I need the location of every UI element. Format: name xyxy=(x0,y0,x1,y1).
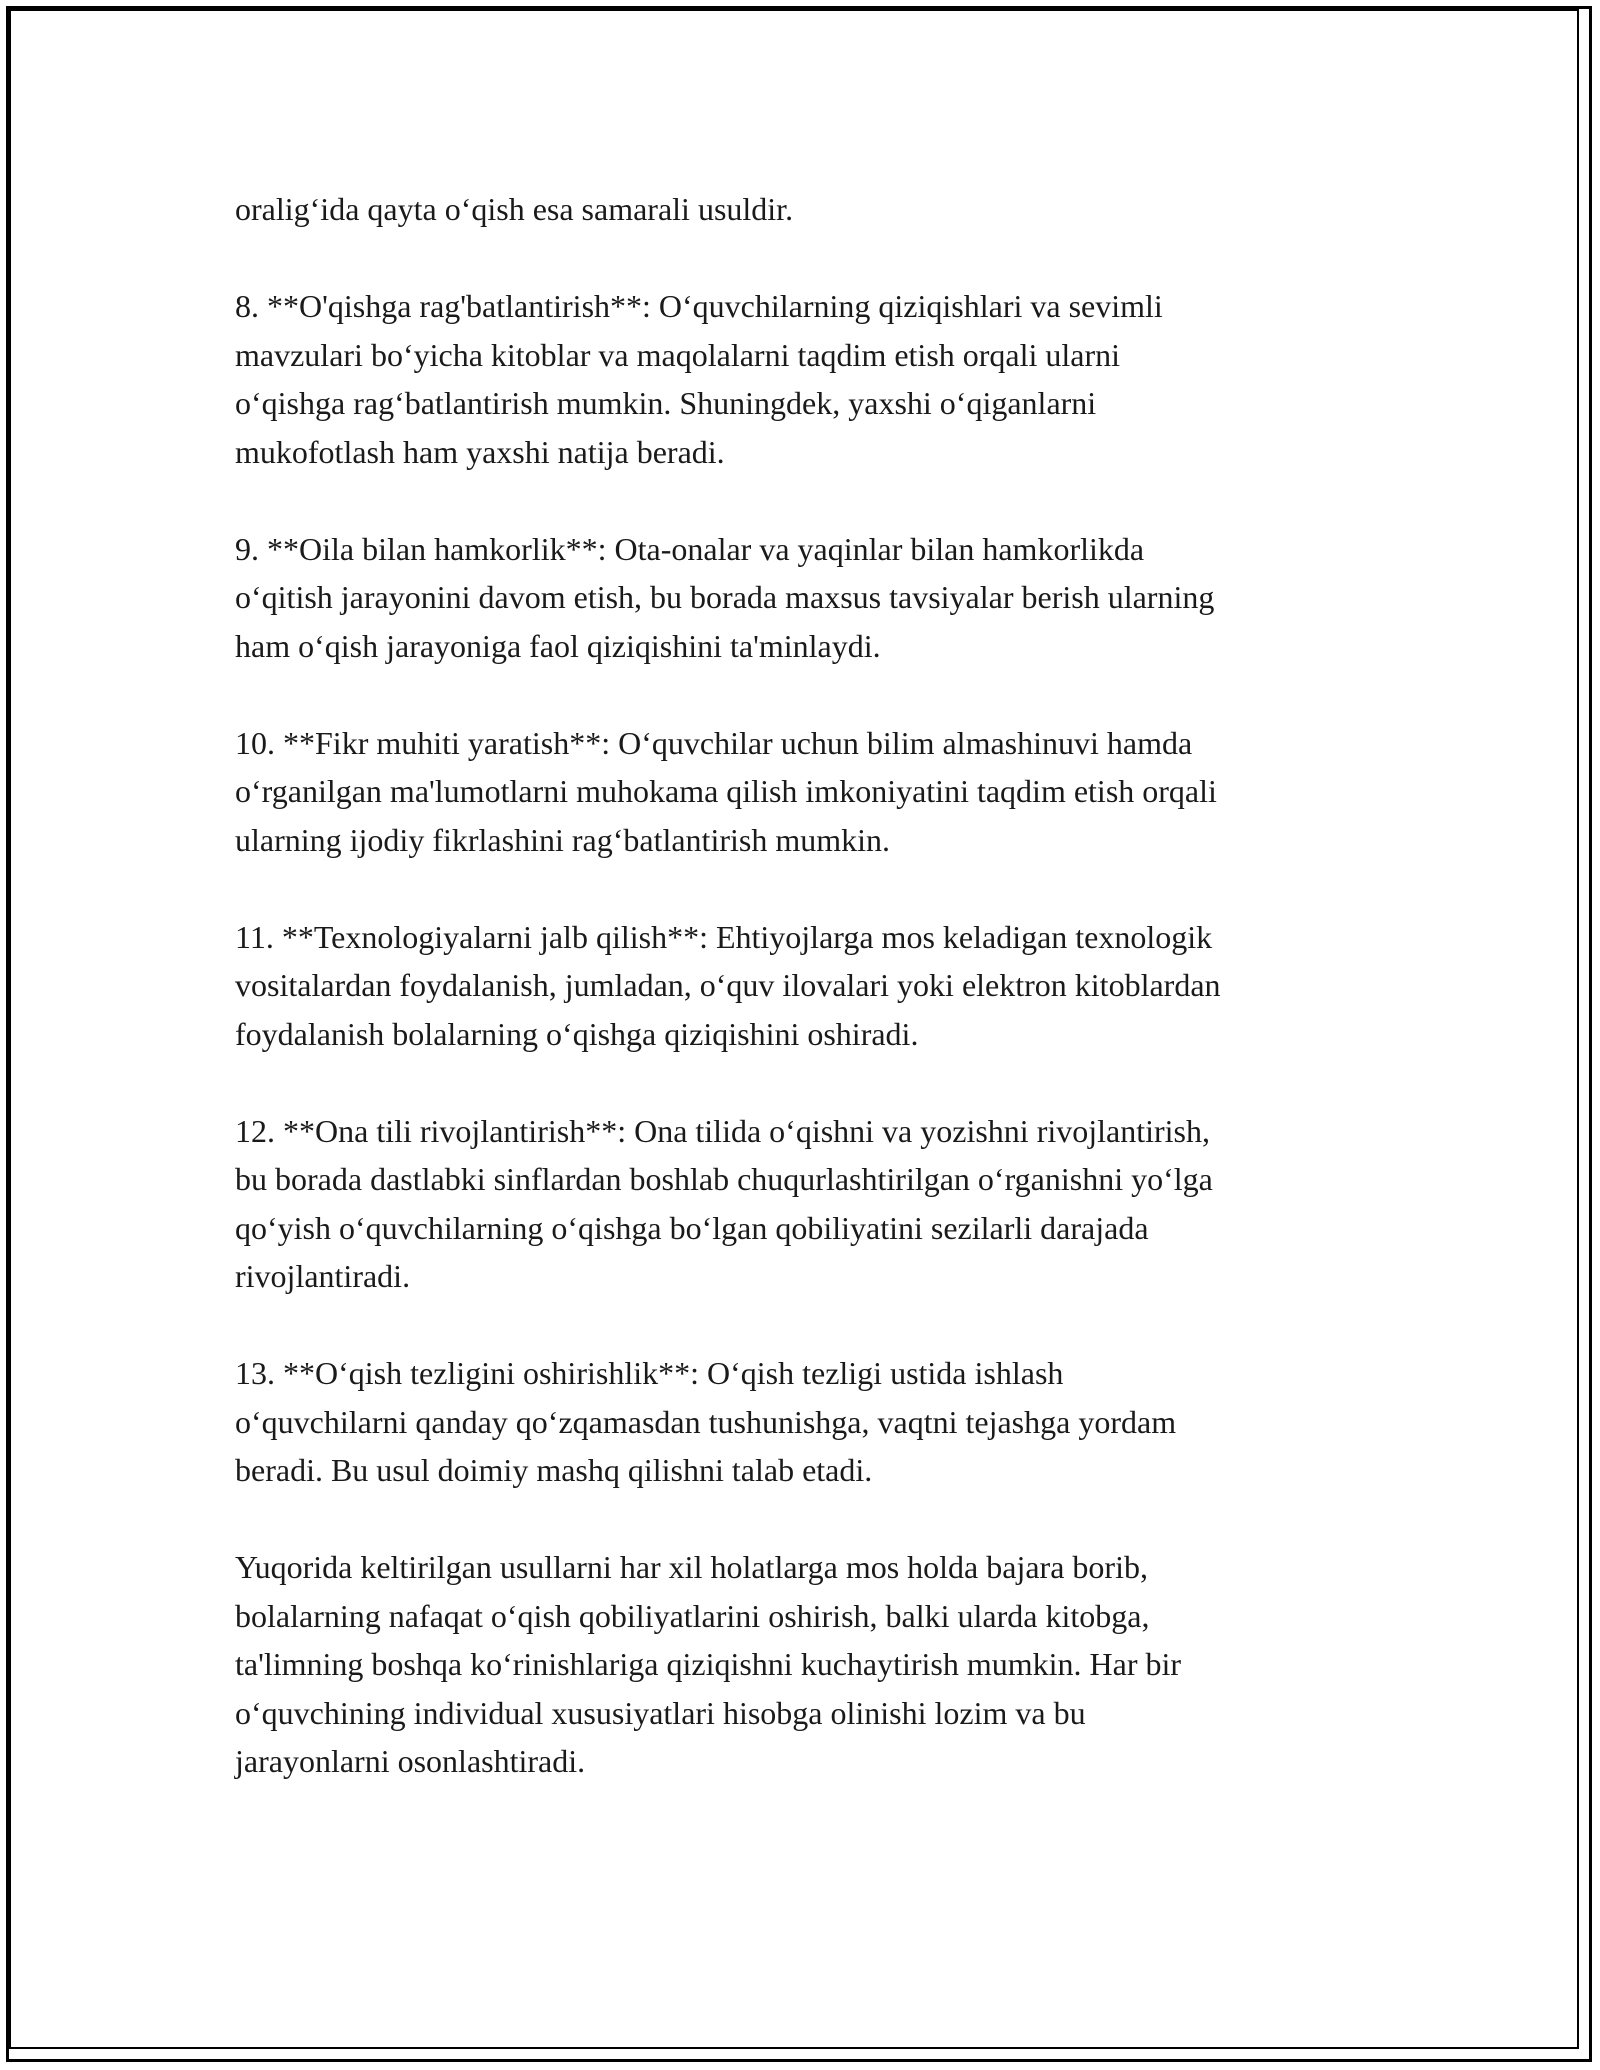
list-item-13: 13. **O‘qish tezligini oshirishlik**: O‘qish tezligi ustida ishlash o‘quvchilarni qanday qo‘zqamasdan tushunishga, vaqtni tejashga yordam beradi. Bu usul doimiy mashq qilishni talab etadi. xyxy=(235,1355,1177,1488)
document-body xyxy=(235,185,1395,1834)
list-item-12: 12. **Ona tili rivojlantirish**: Ona tilida o‘qishni va yozishni rivojlantirish, bu borada dastlabki sinflardan boshlab chuqurlashtirilgan o‘rganishni yo‘lga qo‘yish o‘quvchilarning o‘qishga bo‘lgan qobiliyatini sezilarli darajada rivojlantiradi. xyxy=(235,1112,1213,1294)
list-item-8: 8. **O'qishga rag'batlantirish**: O‘quvchilarning qiziqishlari va sevimli mavzulari bo‘yicha kitoblar va maqolalarni taqdim etish orqali ularni o‘qishga rag‘batlantirish mumkin. Shuningdek, yaxshi o‘qiganlarni mukofotlash ham yaxshi natija beradi. xyxy=(235,288,1163,470)
list-item-10: 10. **Fikr muhiti yaratish**: O‘quvchilar uchun bilim almashinuvi hamda o‘rganilgan ma'lumotlarni muhokama qilish imkoniyatini taqdim etish orqali ularning ijodiy fikrlashini rag‘batlantirish mumkin. xyxy=(235,724,1217,858)
list-item-11: 11. **Texnologiyalarni jalb qilish**: Ehtiyojlarga mos keladigan texnologik vositalardan foydalanish, jumladan, o‘quv ilovalari yoki elektron kitoblardan foydalanish bolalarning o‘qishga qiziqishini oshiradi. xyxy=(235,918,1221,1052)
conclusion-paragraph: Yuqorida keltirilgan usullarni har xil holatlarga mos holda bajara borib, bolalarning nafaqat o‘qish qobiliyatlarini oshirish, balki ularda kitobga, ta'limning boshqa ko‘rinishlariga qiziqishni kuchaytirish mumkin. Har bir o‘quvchining individual xususiyatlari hisobga olinishi lozim va bu jarayonlarni osonlashtiradi. xyxy=(235,1549,1182,1779)
list-item-9: 9. **Oila bilan hamkorlik**: Ota-onalar va yaqinlar bilan hamkorlikda o‘qitish jarayonini davom etish, bu borada maxsus tavsiyalar berish ularning ham o‘qish jarayoniga faol qiziqishini ta'minlaydi. xyxy=(235,530,1215,664)
paragraph-intro-continuation: oralig‘ida qayta o‘qish esa samarali usuldir. xyxy=(235,191,794,227)
